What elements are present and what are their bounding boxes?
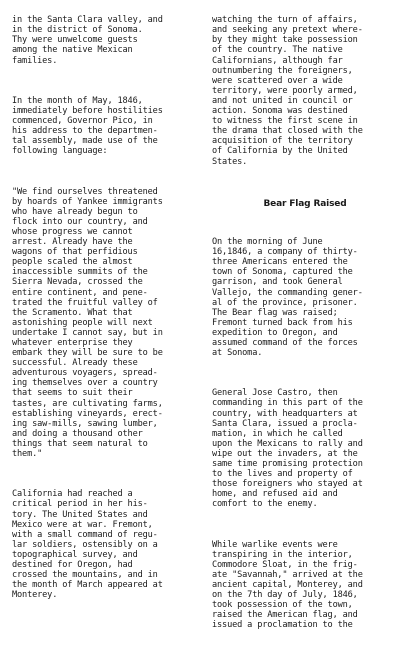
- left-column: [12, 0, 198, 631]
- paragraph-pico-quote: "We find ourselves threatened by hoards of Yankee immigrants who have already begun to flock into our country, and whose progress we cannot arrest. Already have the wagons of that perfidious people scaled the almost inaccessible summits of the Sierra Nevada, crossed the entire continent, and pene- trated the fruitful valley of the Scramento. What that astonishing people will next undertake I cannot say, but in whatever enterprise they embark they will be sure to be successful. Already these adventurous voyagers, spread- ing themselves over a country that seems to suit their tastes, are cultivating farms, establishing vineyards, erect- ing saw-mills, sawing lumber, and doing a thousand other things that seem natural to them.": [12, 186, 163, 460]
- paragraph-castro-proclamation: General Jose Castro, then commanding in this part of the country, with headquarters at Santa Clara, issued a procla- mation, in which he called upon the Mexicans to rally and wipe out the invaders, at the same time promising protection to the lives and property of those foreigners who stayed at home, and refused aid and comfort to the enemy.: [212, 388, 363, 510]
- paragraph-sonoma-captured: On the morning of June 16,1846, a company of thirty- three Americans entered the town of Sonoma, captured the garrison, and took General Vallejo, the commanding gener- al of the province, prisoner. The Bear flag was raised; Fremont turned back from his expedition to Oregon, and assumed command of the forces at Sonoma.: [212, 237, 363, 359]
- paragraph-foreign-settlers: in the Santa Clara valley, and in the district of Sonoma. Thy were unwelcome guests among the native Mexican families.: [12, 15, 163, 66]
- paragraph-sloat-monterey: While warlike events were transpiring in the interior, Commodore Sloat, in the frig- ate "Savannah," arrived at the ancient capital, Monterey, and on the 7th day of July, 1846, took possession of the town, raised the American flag, and issued a proclamation to the: [212, 539, 363, 631]
- section-heading-bear-flag: Bear Flag Raised: [263, 198, 347, 209]
- right-column: [212, 0, 398, 661]
- paragraph-americans-watching: watching the turn of affairs, and seeking any pretext where- by they might take possession of the country. The native Californians, although far outnumbering the foreigners, were scattered over a wide territory, were poorly armed, and not united in council or action. Sonoma was destined to witness the first scene in the drama that closed with the acquisition of the territory of California by the United States.: [212, 15, 363, 167]
- paragraph-critical-period: California had reached a critical period in her his- tory. The United States and Mexico were at war. Fremont, with a small command of regu- lar soldiers, ostensibly on a topographical survey, and destined for Oregon, had crossed the mountains, and in the month of March appeared at Monterey.: [12, 489, 163, 601]
- paragraph-pico-address-intro: In the month of May, 1846, immediately before hostilities commenced, Governor Pico, in his address to the departmen- tal assembly, made use of the following language:: [12, 95, 163, 157]
